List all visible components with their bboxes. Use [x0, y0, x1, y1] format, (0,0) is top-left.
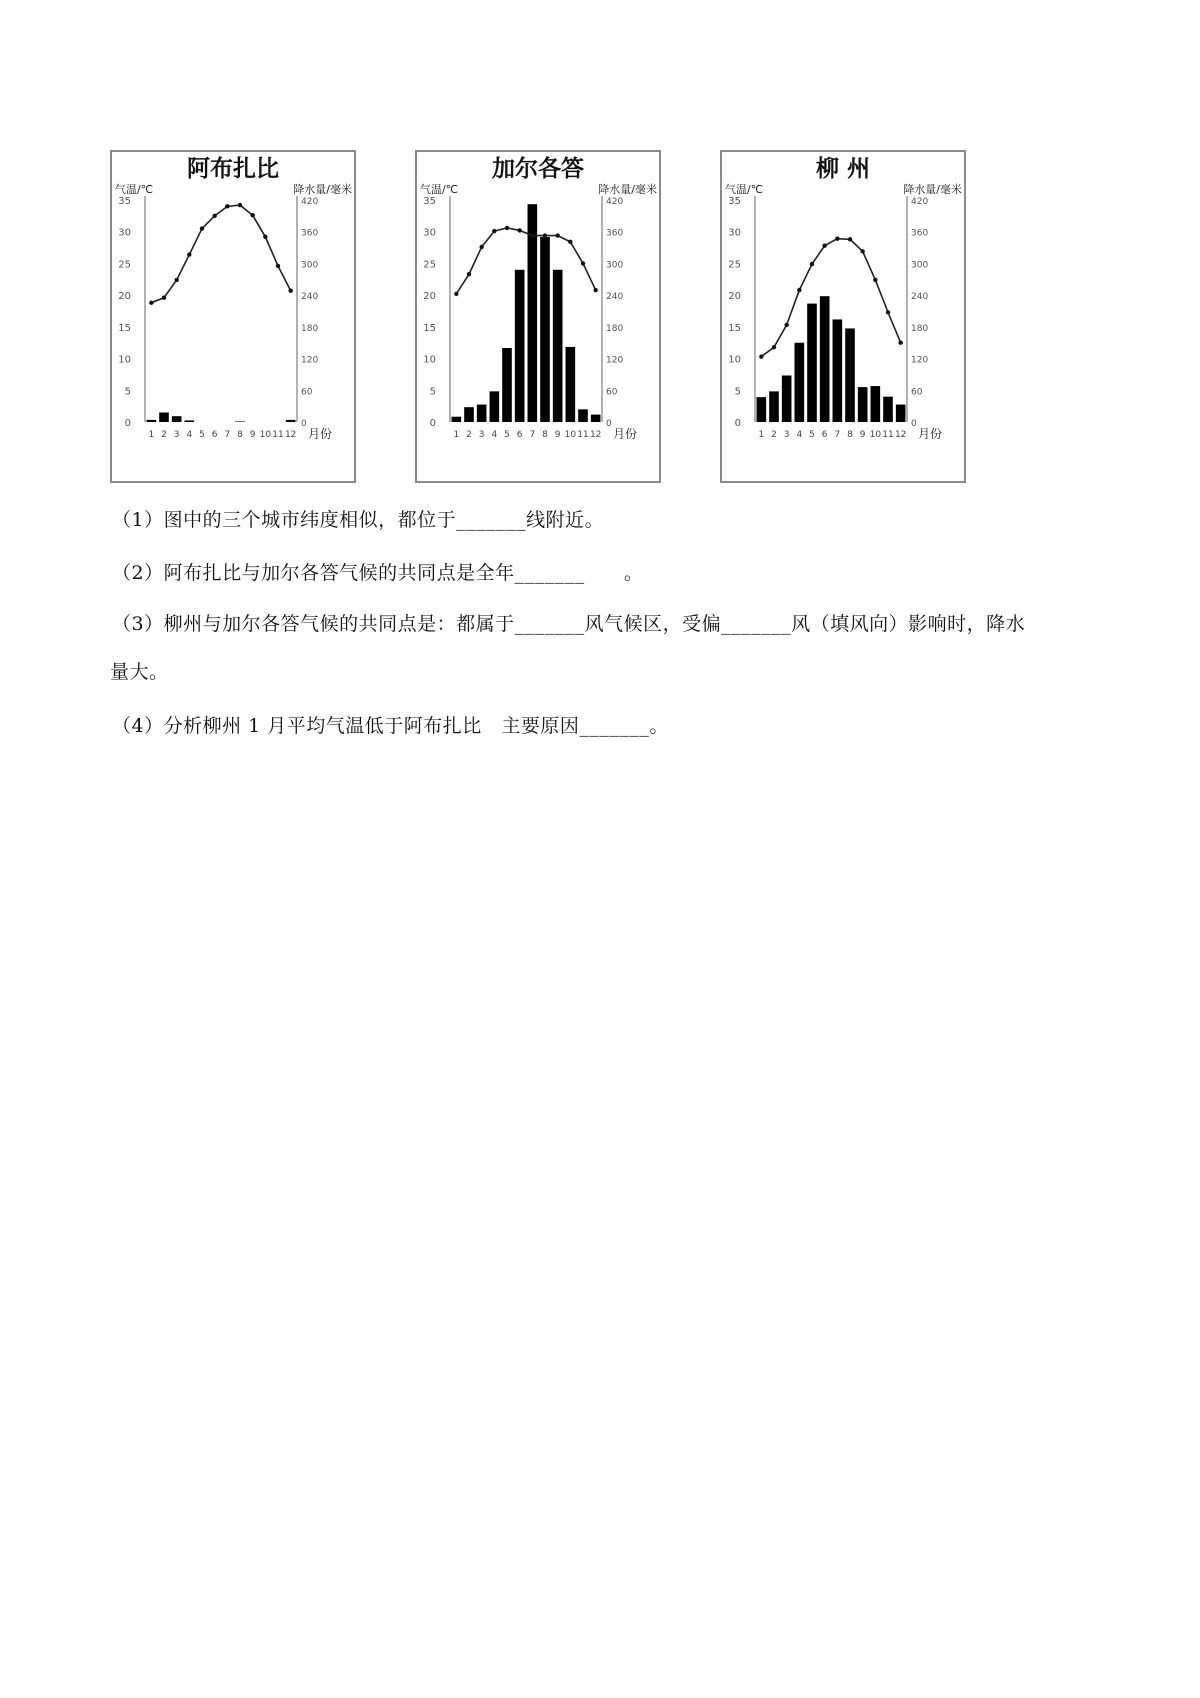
temperature-point [898, 341, 902, 345]
y-right-tick: 240 [606, 292, 624, 303]
precipitation-bar [871, 386, 881, 422]
chart-liuzhou [720, 150, 966, 483]
x-tick: 8 [847, 430, 853, 440]
x-tick: 3 [783, 430, 790, 440]
x-tick: 2 [161, 430, 167, 440]
temperature-point [467, 272, 471, 276]
temperature-point [886, 310, 890, 314]
y-left-tick: 0 [734, 418, 741, 429]
y-right-label: 降水量/毫米 [293, 183, 352, 196]
precipitation-bar [159, 412, 169, 422]
x-tick: 11 [577, 430, 589, 440]
x-tick: 11 [882, 430, 894, 440]
y-left-tick: 10 [423, 354, 436, 366]
x-tick: 5 [809, 430, 815, 440]
x-tick: 1 [758, 430, 765, 440]
x-tick: 10 [869, 430, 882, 440]
y-left-tick: 5 [124, 386, 131, 398]
x-axis-label: 月份 [918, 427, 943, 441]
temperature-point [454, 292, 458, 296]
y-right-tick: 0 [301, 419, 307, 429]
precipitation-bar [286, 420, 296, 422]
x-tick: 7 [529, 430, 536, 440]
y-left-tick: 0 [124, 418, 131, 429]
y-left-tick: 5 [734, 386, 741, 398]
y-right-tick: 60 [301, 387, 313, 398]
question-2: （2）阿布扎比与加尔各答气候的共同点是全年_______ 。 [112, 562, 644, 584]
y-left-tick: 10 [728, 354, 741, 366]
temperature-point [288, 289, 292, 293]
chart-svg [722, 152, 964, 481]
y-right-tick: 120 [911, 355, 929, 366]
x-tick: 4 [796, 430, 803, 440]
precipitation-bar [769, 391, 779, 422]
temperature-point [848, 237, 852, 241]
temperature-point [174, 278, 178, 282]
precipitation-bar [147, 420, 157, 422]
y-left-tick: 15 [118, 322, 131, 334]
y-left-tick: 25 [423, 259, 436, 271]
y-right-tick: 420 [606, 197, 624, 207]
y-left-tick: 20 [118, 291, 131, 303]
x-tick: 6 [211, 430, 218, 440]
y-left-tick: 0 [429, 418, 436, 429]
y-right-label: 降水量/毫米 [598, 183, 657, 196]
temperature-line [151, 205, 290, 303]
temperature-point [797, 288, 801, 292]
temperature-point [492, 229, 496, 233]
temperature-point [530, 233, 534, 237]
precipitation-bar [845, 328, 855, 422]
precipitation-bar [591, 415, 601, 422]
temperature-point [517, 228, 521, 232]
temperature-point [822, 243, 826, 247]
y-right-tick: 300 [301, 260, 319, 271]
temperature-point [162, 295, 166, 299]
x-tick: 4 [491, 430, 498, 440]
x-tick: 12 [589, 430, 602, 440]
temperature-point [784, 323, 788, 327]
precipitation-bar [566, 347, 576, 422]
y-left-tick: 30 [118, 227, 131, 239]
y-right-tick: 60 [911, 387, 923, 398]
temperature-point [593, 288, 597, 292]
precipitation-bar [490, 391, 500, 422]
temperature-point [238, 203, 242, 207]
precipitation-bar [820, 296, 830, 422]
precipitation-bar [515, 270, 525, 422]
temperature-point [212, 214, 216, 218]
temperature-point [581, 261, 585, 265]
precipitation-bar [757, 397, 767, 422]
y-left-tick: 20 [728, 291, 741, 303]
precipitation-bar [807, 304, 817, 422]
chart-kolkata [415, 150, 661, 483]
precipitation-bar [540, 237, 550, 422]
precipitation-bar [452, 417, 462, 422]
x-axis-label: 月份 [613, 427, 638, 441]
y-right-tick: 420 [911, 197, 929, 207]
x-tick: 5 [504, 430, 510, 440]
y-left-tick: 25 [118, 259, 131, 271]
x-tick: 9 [249, 430, 256, 440]
x-tick: 1 [453, 430, 460, 440]
temperature-line [456, 228, 595, 294]
y-left-tick: 35 [728, 196, 741, 207]
y-right-tick: 240 [301, 292, 319, 303]
x-tick: 9 [554, 430, 561, 440]
precipitation-bar [858, 387, 868, 422]
precipitation-bar [578, 409, 588, 422]
temperature-point [263, 235, 267, 239]
y-left-tick: 10 [118, 354, 131, 366]
precipitation-bar [477, 405, 487, 422]
x-tick: 10 [564, 430, 577, 440]
x-tick: 12 [894, 430, 907, 440]
x-tick: 3 [173, 430, 180, 440]
x-tick: 11 [272, 430, 284, 440]
x-tick: 5 [199, 430, 205, 440]
y-right-tick: 240 [911, 292, 929, 303]
temperature-point [860, 249, 864, 253]
temperature-point [543, 233, 547, 237]
question-3-line-1: （3）柳州与加尔各答气候的共同点是：都属于_______风气候区，受偏_______风（填风向）影响时，降水 [112, 613, 1026, 635]
temperature-point [149, 301, 153, 305]
x-tick: 7 [224, 430, 231, 440]
y-left-tick: 25 [728, 259, 741, 271]
y-right-tick: 120 [606, 355, 624, 366]
chart-svg [417, 152, 659, 481]
x-tick: 8 [542, 430, 548, 440]
chart-svg [112, 152, 354, 481]
temperature-point [479, 245, 483, 249]
y-right-tick: 420 [301, 197, 319, 207]
temperature-point [873, 278, 877, 282]
precipitation-bar [782, 375, 792, 422]
y-right-tick: 360 [606, 228, 624, 239]
temperature-point [772, 345, 776, 349]
x-tick: 3 [478, 430, 485, 440]
temperature-point [225, 204, 229, 208]
temperature-point [568, 240, 572, 244]
y-right-tick: 180 [911, 323, 929, 334]
question-4: （4）分析柳州 1 月平均气温低于阿布扎比 主要原因_______。 [112, 715, 669, 737]
temperature-point [505, 226, 509, 230]
precipitation-bar [502, 348, 512, 422]
y-right-label: 降水量/毫米 [903, 183, 962, 196]
y-left-tick: 30 [423, 227, 436, 239]
y-right-tick: 0 [606, 419, 612, 429]
chart-title: 柳 州 [815, 156, 871, 182]
x-tick: 4 [186, 430, 193, 440]
chart-title: 阿布扎比 [187, 156, 279, 182]
y-right-tick: 180 [606, 323, 624, 334]
precipitation-bar [896, 405, 906, 422]
precipitation-bar [172, 416, 182, 422]
y-left-label: 气温/℃ [725, 183, 764, 196]
temperature-point [200, 226, 204, 230]
y-left-tick: 35 [118, 196, 131, 207]
y-right-tick: 360 [911, 228, 929, 239]
y-right-tick: 180 [301, 323, 319, 334]
x-tick: 6 [821, 430, 828, 440]
precipitation-bar [553, 270, 563, 422]
temperature-point [835, 236, 839, 240]
y-right-tick: 360 [301, 228, 319, 239]
x-axis-label: 月份 [308, 427, 333, 441]
x-tick: 2 [771, 430, 777, 440]
precipitation-bar [185, 420, 195, 422]
y-left-tick: 15 [728, 322, 741, 334]
y-left-tick: 15 [423, 322, 436, 334]
temperature-point [759, 354, 763, 358]
y-right-tick: 60 [606, 387, 618, 398]
x-tick: 9 [859, 430, 866, 440]
temperature-line [761, 239, 900, 357]
chart-title: 加尔各答 [492, 156, 584, 182]
precipitation-bar [235, 421, 245, 422]
y-right-tick: 300 [911, 260, 929, 271]
temperature-point [250, 213, 254, 217]
precipitation-bar [795, 343, 805, 422]
climate-charts [110, 150, 1010, 490]
x-tick: 10 [259, 430, 272, 440]
chart-abu-dhabi [110, 150, 356, 483]
temperature-point [276, 264, 280, 268]
temperature-point [555, 233, 559, 237]
y-left-tick: 35 [423, 196, 436, 207]
y-left-tick: 5 [429, 386, 436, 398]
y-right-tick: 0 [911, 419, 917, 429]
x-tick: 8 [237, 430, 243, 440]
y-right-tick: 120 [301, 355, 319, 366]
x-tick: 6 [516, 430, 523, 440]
y-left-tick: 20 [423, 291, 436, 303]
x-tick: 12 [284, 430, 297, 440]
x-tick: 2 [466, 430, 472, 440]
y-left-label: 气温/℃ [420, 183, 459, 196]
y-left-tick: 30 [728, 227, 741, 239]
x-tick: 1 [148, 430, 155, 440]
question-3-line-2: 量大。 [110, 661, 169, 683]
temperature-point [187, 252, 191, 256]
y-left-label: 气温/℃ [115, 183, 154, 196]
temperature-point [810, 262, 814, 266]
y-right-tick: 300 [606, 260, 624, 271]
precipitation-bar [883, 397, 893, 422]
precipitation-bar [464, 407, 474, 422]
precipitation-bar [833, 319, 843, 422]
question-1: （1）图中的三个城市纬度相似，都位于_______线附近。 [112, 509, 605, 531]
x-tick: 7 [834, 430, 841, 440]
